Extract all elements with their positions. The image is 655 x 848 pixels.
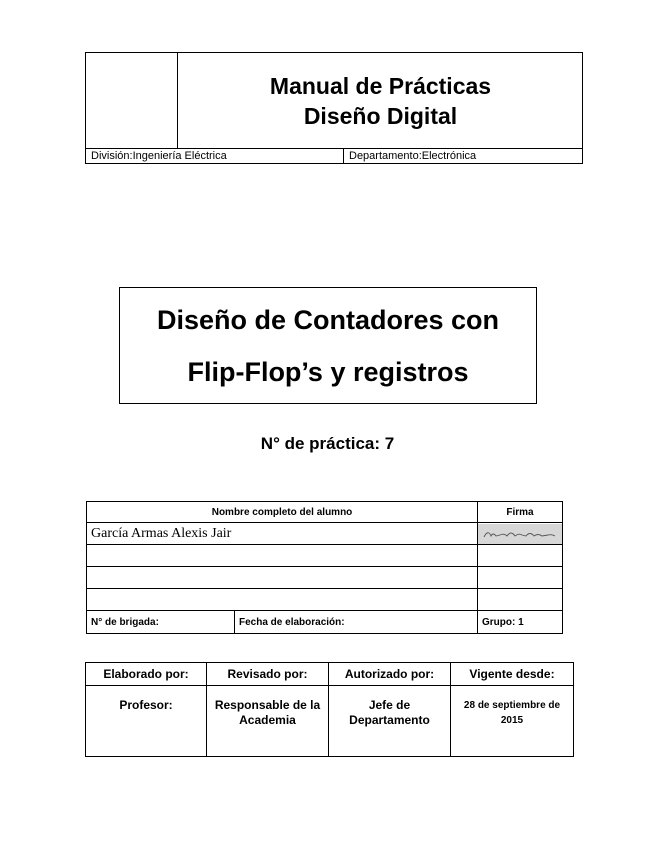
approval-header-row	[86, 663, 574, 686]
table-row	[87, 545, 563, 567]
document-header	[85, 52, 583, 164]
table-header-row	[87, 502, 563, 523]
signature-cell	[478, 545, 563, 567]
name-column-header: Nombre completo del alumno	[87, 502, 478, 523]
signature-image	[478, 524, 562, 544]
authorized-by-header: Autorizado por:	[329, 663, 451, 686]
practice-title-line1: Diseño de Contadores con	[156, 304, 500, 335]
valid-since-header: Vigente desde:	[451, 663, 574, 686]
manual-title-line2: Diseño Digital	[303, 102, 458, 129]
date-label: Fecha de elaboración:	[235, 611, 478, 634]
approval-table	[85, 662, 574, 757]
brigade-row	[87, 611, 563, 634]
student-name	[87, 545, 478, 567]
manual-title	[178, 53, 583, 148]
manual-title-line1: Manual de Prácticas	[269, 72, 492, 99]
approval-value-row	[86, 686, 574, 757]
table-row	[87, 523, 563, 545]
header-info-row	[86, 148, 582, 163]
practice-title-box	[119, 287, 537, 404]
department-label: Departamento:Electrónica	[349, 150, 477, 162]
student-name	[87, 567, 478, 589]
reviewed-by-header: Revisado por:	[207, 663, 329, 686]
handwritten-signature-icon	[478, 524, 562, 544]
elaborated-by-header: Elaborado por:	[86, 663, 207, 686]
practice-number: N° de práctica: 7	[260, 434, 395, 453]
student-name	[87, 589, 478, 611]
elaborated-by-value: Profesor:	[86, 686, 207, 757]
division-label: División:Ingeniería Eléctrica	[86, 149, 344, 163]
brigade-label: N° de brigada:	[87, 611, 235, 634]
logo-placeholder	[86, 53, 178, 148]
table-row	[87, 567, 563, 589]
valid-since-value: 28 de septiembre de 2015	[451, 686, 574, 757]
group-label: Grupo: 1	[478, 611, 563, 634]
signature-column-header: Firma	[478, 502, 563, 523]
table-row	[87, 589, 563, 611]
students-table	[86, 501, 563, 634]
signature-cell	[478, 567, 563, 589]
authorized-by-value: Jefe de Departamento	[329, 686, 451, 757]
signature-cell	[478, 589, 563, 611]
practice-title-line2: Flip-Flop’s y registros	[187, 356, 469, 387]
signature-cell	[478, 523, 563, 545]
reviewed-by-value: Responsable de la Academia	[207, 686, 329, 757]
student-name: García Armas Alexis Jair	[87, 523, 478, 545]
